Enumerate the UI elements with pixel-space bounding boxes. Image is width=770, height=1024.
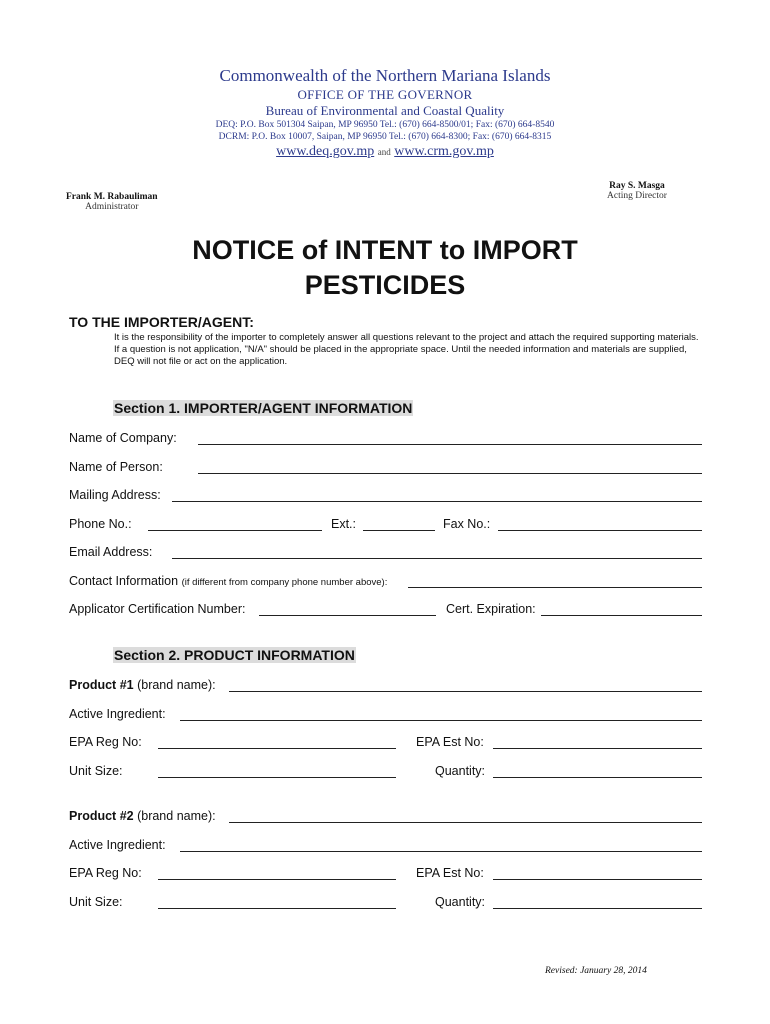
page-title [0, 233, 770, 303]
product1-quantity-field[interactable] [493, 777, 702, 778]
product1-unit-size-label: Unit Size: [69, 764, 123, 778]
instructions-paragraph: It is the responsibility of the importer to completely answer all questions relevant to the project and attach the required supporting materials. If a question is not application, "N/A" should be placed in the appropriate space. Until the needed information and materials are supplied, DEQ will not file or act on the application. [114, 332, 699, 367]
websites-and: and [377, 147, 391, 157]
product2-quantity-field[interactable] [493, 908, 702, 909]
crm-website-link[interactable]: www.crm.gov.mp [394, 144, 494, 159]
person-name-label: Name of Person: [69, 460, 163, 474]
product2-epa-reg-field[interactable] [158, 879, 396, 880]
contact-info-label-text: Contact Information [69, 574, 179, 588]
director-block [607, 181, 667, 201]
company-name-field[interactable] [198, 444, 702, 445]
letterhead-org: Commonwealth of the Northern Mariana Islands [219, 66, 551, 85]
product2-brand-field[interactable] [229, 822, 702, 823]
director-title: Acting Director [607, 191, 667, 201]
product1-label [69, 678, 216, 692]
fax-label: Fax No.: [443, 517, 491, 531]
product2-unit-size-label: Unit Size: [69, 895, 123, 909]
person-name-field[interactable] [198, 473, 702, 474]
product1-unit-size-field[interactable] [158, 777, 396, 778]
director-name: Ray S. Masga [609, 181, 665, 191]
letterhead-bureau: Bureau of Environmental and Coastal Quality [265, 103, 505, 118]
product2-active-ingredient-field[interactable] [180, 851, 702, 852]
mailing-address-label: Mailing Address: [69, 488, 161, 502]
product2-label [69, 809, 216, 823]
applicator-cert-field[interactable] [259, 615, 436, 616]
section2-heading: Section 2. PRODUCT INFORMATION [114, 647, 355, 663]
title-line-2: PESTICIDES [304, 270, 466, 300]
applicator-cert-label: Applicator Certification Number: [69, 602, 246, 616]
phone-label: Phone No.: [69, 517, 132, 531]
product1-epa-reg-label: EPA Reg No: [69, 735, 142, 749]
cert-expiration-field[interactable] [541, 615, 702, 616]
contact-info-field[interactable] [408, 587, 702, 588]
administrator-block [66, 192, 158, 212]
product1-label-rest: (brand name): [133, 678, 216, 692]
deq-website-link[interactable]: www.deq.gov.mp [276, 144, 375, 159]
to-importer-heading: TO THE IMPORTER/AGENT: [69, 314, 254, 330]
email-field[interactable] [172, 558, 702, 559]
product1-active-ingredient-label: Active Ingredient: [69, 707, 166, 721]
letterhead-websites [0, 144, 770, 160]
company-name-label: Name of Company: [69, 431, 177, 445]
contact-info-note: (if different from company phone number above): [181, 577, 388, 588]
product1-active-ingredient-field[interactable] [180, 720, 702, 721]
product2-epa-est-field[interactable] [493, 879, 702, 880]
product1-epa-est-field[interactable] [493, 748, 702, 749]
email-label: Email Address: [69, 545, 153, 559]
letterhead-office: OFFICE OF THE GOVERNOR [297, 87, 473, 102]
revised-date: Revised: January 28, 2014 [545, 966, 647, 976]
ext-label: Ext.: [331, 517, 357, 531]
product2-label-rest: (brand name): [133, 809, 216, 823]
product2-epa-est-label: EPA Est No: [416, 866, 484, 880]
title-line-1: NOTICE of INTENT to IMPORT [192, 235, 578, 265]
product2-active-ingredient-label: Active Ingredient: [69, 838, 166, 852]
letterhead-dcrm-contact: DCRM: P.O. Box 10007, Saipan, MP 96950 Tel.: (670) 664-8300; Fax: (670) 664-8315 [218, 132, 552, 142]
product1-epa-est-label: EPA Est No: [416, 735, 484, 749]
cert-expiration-label: Cert. Expiration: [446, 602, 536, 616]
mailing-address-field[interactable] [172, 501, 702, 502]
product2-unit-size-field[interactable] [158, 908, 396, 909]
product1-label-bold: Product #1 [69, 678, 134, 692]
product2-epa-reg-label: EPA Reg No: [69, 866, 142, 880]
product1-brand-field[interactable] [229, 691, 702, 692]
section1-heading: Section 1. IMPORTER/AGENT INFORMATION [114, 400, 413, 416]
fax-field[interactable] [498, 530, 702, 531]
letterhead-deq-contact: DEQ: P.O. Box 501304 Saipan, MP 96950 Tel.: (670) 664-8500/01; Fax: (670) 664-8540 [215, 120, 555, 130]
administrator-name: Frank M. Rabauliman [66, 192, 158, 202]
product2-quantity-label: Quantity: [435, 895, 486, 909]
product1-quantity-label: Quantity: [435, 764, 486, 778]
contact-info-label [69, 574, 387, 588]
ext-field[interactable] [363, 530, 435, 531]
product2-label-bold: Product #2 [69, 809, 134, 823]
phone-field[interactable] [148, 530, 322, 531]
product1-epa-reg-field[interactable] [158, 748, 396, 749]
administrator-title: Administrator [85, 202, 139, 212]
